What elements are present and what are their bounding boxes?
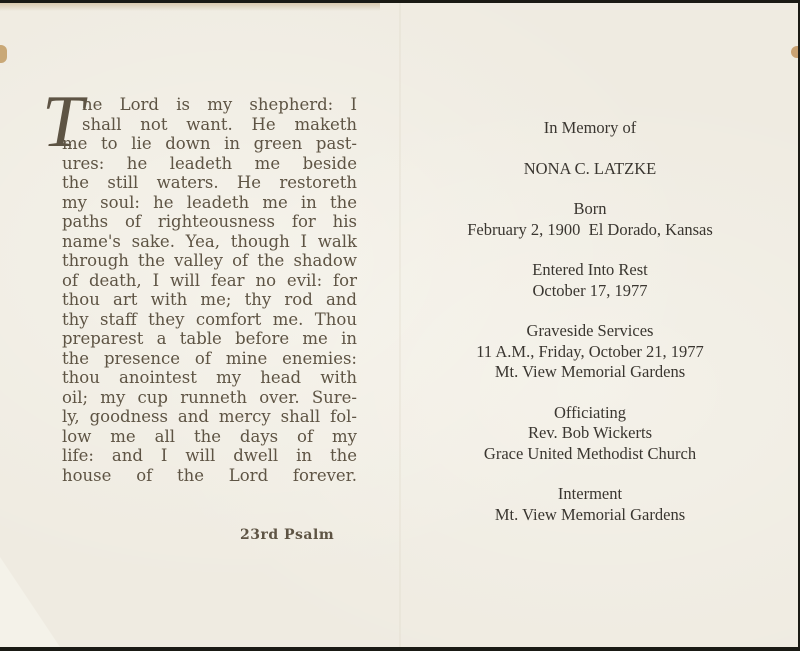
psalm-line: preparest a table before me in <box>62 329 357 348</box>
top-edge-stain <box>0 3 380 11</box>
memorial-card <box>0 3 798 647</box>
church-name: Grace United Methodist Church <box>483 443 697 463</box>
psalm-line: ures: he leadeth me beside <box>62 153 357 173</box>
deceased-name: NONA C. LATZKE <box>523 158 657 178</box>
psalm-text <box>42 81 357 485</box>
psalm-line: thou art with me; thy rod and <box>62 290 357 309</box>
memorial-details <box>420 118 760 545</box>
psalm-line: low me all the days of my <box>62 426 357 446</box>
psalm-line: my soul: he leadeth me in the <box>62 192 357 212</box>
psalm-attribution: 23rd Psalm <box>240 527 335 543</box>
rest-label: Entered Into Rest <box>532 260 648 279</box>
services-place: Mt. View Memorial Gardens <box>494 362 686 381</box>
born-value: February 2, 1900 El Dorado, Kansas <box>467 219 713 239</box>
left-stain-spot <box>0 45 7 63</box>
services-block <box>420 321 760 383</box>
dropcap: T <box>42 81 84 163</box>
rest-block <box>420 260 760 301</box>
psalm-line: the presence of mine enemies: <box>62 348 357 368</box>
rest-value: October 17, 1977 <box>532 280 648 300</box>
psalm-line: oil; my cup runneth over. Sure- <box>62 387 357 407</box>
name-block <box>420 159 760 180</box>
interment-place: Mt. View Memorial Gardens <box>494 504 686 524</box>
psalm-line: shall not want. He maketh <box>82 114 357 134</box>
born-block <box>420 199 760 240</box>
psalm-line: me to lie down in green past- <box>62 134 357 153</box>
psalm-line: ly, goodness and mercy shall fol- <box>62 407 357 426</box>
in-memory-heading: In Memory of <box>543 118 637 137</box>
psalm-line: through the valley of the shadow <box>62 251 357 270</box>
officiant-name: Rev. Bob Wickerts <box>528 423 652 442</box>
psalm-line: of death, I will fear no evil: for <box>62 270 357 290</box>
psalm-line: he Lord is my shepherd: I <box>82 95 357 114</box>
psalm-line: life: and I will dwell in the <box>62 446 357 465</box>
psalm-line: thou anointest my head with <box>62 368 357 387</box>
corner-fold <box>0 557 60 647</box>
officiating-block <box>420 403 760 465</box>
interment-label: Interment <box>557 484 623 503</box>
heading-block <box>420 118 760 139</box>
psalm-line: house of the Lord forever. <box>62 465 357 485</box>
right-stain-spot <box>791 46 798 58</box>
psalm-line: thy staff they comfort me. Thou <box>62 309 357 329</box>
psalm-line: name's sake. Yea, though I walk <box>62 231 357 251</box>
interment-block <box>420 484 760 525</box>
psalm-line: the still waters. He restoreth <box>62 173 357 192</box>
officiating-label: Officiating <box>553 402 627 422</box>
born-label: Born <box>573 199 607 218</box>
center-fold <box>399 3 401 647</box>
services-label: Graveside Services <box>526 321 654 340</box>
services-time: 11 A.M., Friday, October 21, 1977 <box>476 341 704 361</box>
psalm-line: paths of righteousness for his <box>62 212 357 231</box>
